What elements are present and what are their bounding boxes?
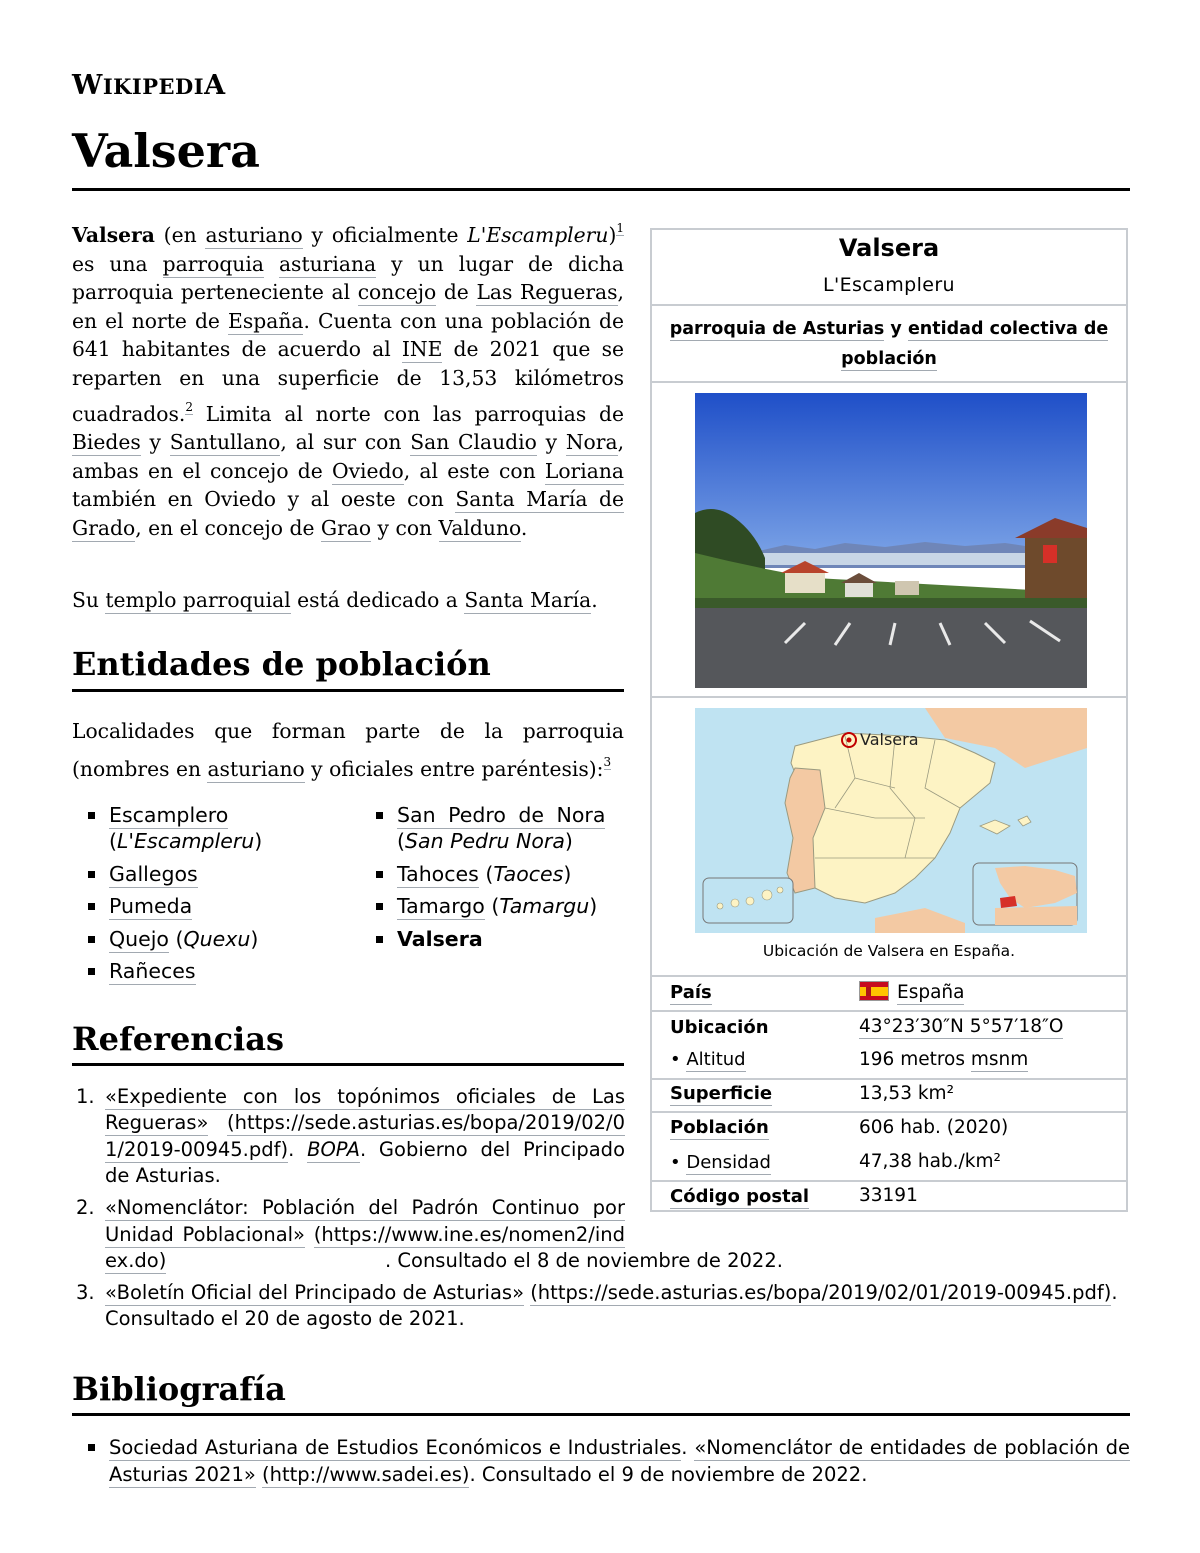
list-item (72, 893, 312, 919)
locality-link[interactable]: Pumeda (109, 894, 193, 918)
link-poblacion[interactable]: Población (670, 1117, 769, 1138)
infobox-divider (652, 1180, 1126, 1182)
bibliography-list (72, 1434, 1130, 1488)
section-rule (72, 1063, 624, 1066)
infobox-divider (652, 1111, 1126, 1113)
locality-link[interactable]: Gallegos (109, 861, 198, 886)
link-grao[interactable]: Grao (320, 515, 372, 540)
text: y un lugar de dicha parroquia perteneciente al (72, 251, 624, 305)
label-ubicacion: Ubicación (670, 1017, 769, 1038)
link-concejo[interactable]: concejo (357, 280, 437, 305)
text: , en el norte de (72, 280, 624, 333)
infobox-title: Valsera (838, 234, 940, 262)
infobox-divider (652, 304, 1126, 306)
locality-link[interactable]: San Pedro de Nora (397, 803, 606, 827)
reference-link[interactable]: «Boletín Oficial del Principado de Asturias» (105, 1280, 524, 1304)
link-espana[interactable]: España (228, 308, 304, 333)
label-densidad (670, 1152, 771, 1173)
coordinates-link[interactable]: 43°23′30″N 5°57′18″O (859, 1016, 1064, 1037)
ref-1-link[interactable]: 1 (616, 221, 624, 235)
text: también en Oviedo y al oeste con (72, 487, 456, 512)
section-heading-entidades: Entidades de población (72, 645, 491, 683)
value-altitud (859, 1049, 1028, 1070)
link-asturiano[interactable]: asturiano (207, 757, 305, 781)
map-caption: Ubicación de Valsera en España. (762, 942, 1016, 960)
logo-letter: A (204, 70, 226, 101)
link-superficie[interactable]: Superficie (670, 1083, 773, 1104)
intro-paragraph (72, 214, 624, 543)
text: y oficialmente (302, 223, 468, 247)
text (264, 252, 279, 276)
locality-official: Quexu (183, 926, 251, 951)
text: y (536, 430, 566, 455)
list-item: Tamargo (Tamargu) (360, 893, 625, 919)
text: . Consultado el 20 de agosto de 2021. (105, 1280, 1118, 1331)
locality-official: Tamargu (499, 894, 590, 918)
link-pais[interactable]: País (670, 982, 712, 1003)
infobox-divider (652, 1010, 1126, 1012)
locality-official: San Pedru Nora (405, 829, 565, 853)
text: . (591, 588, 598, 612)
value-densidad: 47,38 hab./km² (859, 1151, 1001, 1172)
link-asturiana[interactable]: asturiana (278, 251, 377, 276)
locality-link[interactable]: Rañeces (109, 959, 196, 983)
link-oviedo[interactable]: Oviedo (331, 458, 404, 483)
text: ) (608, 223, 617, 247)
entidades-paragraph (72, 716, 624, 785)
link-valduno[interactable]: Valduno (438, 515, 521, 540)
title-rule (72, 188, 1130, 191)
section-heading-bibliografia: Bibliografía (72, 1370, 286, 1408)
link-entidad-colectiva[interactable]: entidad colectiva de población (841, 319, 1109, 369)
list-item (72, 958, 312, 984)
infobox-divider (652, 381, 1126, 383)
text: . Consultado el 8 de noviembre de 2022. (385, 1248, 783, 1272)
page-title: Valsera (72, 124, 260, 178)
text: (en (154, 223, 206, 247)
wikipedia-logo[interactable] (72, 70, 226, 101)
locality-link[interactable]: Tamargo (397, 894, 485, 918)
infobox-divider (652, 975, 1126, 977)
section-heading-referencias: Referencias (72, 1020, 284, 1058)
bibliography-author-link[interactable]: Sociedad Asturiana de Estudios Económicos e Industriales (109, 1436, 682, 1459)
infobox-native-name: L'Escampleru (823, 274, 955, 296)
value-ubicacion (859, 1016, 1063, 1037)
value-poblacion: 606 hab. (2020) (859, 1117, 1009, 1138)
text: y (140, 430, 170, 455)
link-ine[interactable]: INE (401, 337, 443, 362)
text: , al sur con (280, 430, 411, 455)
section-rule (72, 689, 624, 692)
text: . (681, 1436, 695, 1459)
text: . Cuenta con una población de 641 habitantes de acuerdo al (72, 308, 624, 362)
link-las-regueras[interactable]: Las Regueras (476, 280, 618, 305)
text: , al este con (403, 458, 545, 483)
reference-item (72, 1195, 783, 1274)
link-msnm[interactable]: msnm (970, 1049, 1029, 1070)
text: , en el concejo de (135, 515, 321, 540)
text: Localidades que forman parte de la parroquia (nombres en (72, 719, 624, 781)
locality-link[interactable]: Tahoces (397, 861, 479, 886)
link-densidad[interactable]: Densidad (686, 1152, 771, 1173)
bibliography-url[interactable]: (http://www.sadei.es) (262, 1463, 470, 1486)
ref-2-link[interactable]: 2 (185, 399, 193, 414)
reference-url[interactable]: (https://sede.asturias.es/bopa/2019/02/01/2019-00945.pdf) (530, 1280, 1112, 1304)
locality-official: Taoces (493, 861, 564, 886)
infobox-divider (652, 1078, 1126, 1080)
localities-list-right (360, 802, 625, 958)
reference-number: 2. (76, 1196, 95, 1220)
value-pais (859, 981, 964, 1003)
link-altitud[interactable]: Altitud (686, 1049, 746, 1070)
link-parroquia-de-asturias[interactable]: parroquia de Asturias (669, 319, 885, 339)
reference-url[interactable]: (https://www.ine.es/nomen2/index.do) (105, 1222, 626, 1272)
bibliography-title-link[interactable]: «Nomenclátor de entidades de población de Asturias 2021» (109, 1436, 1130, 1486)
list-item (72, 861, 312, 887)
reference-item (72, 1280, 1130, 1333)
text: y (884, 319, 908, 339)
list-item: San Pedro de Nora (San Pedru Nora) (360, 802, 625, 854)
link-biedes[interactable]: Biedes (72, 430, 141, 455)
locality-current: Valsera (397, 926, 483, 951)
location-map[interactable] (695, 708, 1087, 933)
locality-link[interactable]: Quejo (109, 926, 169, 951)
link-loriana[interactable]: Loriana (544, 458, 624, 483)
locality-official: L'Escampleru (117, 829, 255, 853)
official-name: L'Escampleru (467, 223, 609, 247)
link-codigo-postal[interactable]: Código postal (670, 1186, 810, 1207)
reference-url[interactable]: (https://sede.asturias.es/bopa/2019/02/01/2019-00945.pdf) (105, 1111, 625, 1161)
text: . Gobierno del Principado de Asturias. (105, 1137, 625, 1188)
text: de 2021 que se reparten en una superficie de 13,53 kilómetros cuadrados. (72, 337, 624, 426)
infobox (650, 228, 1128, 1212)
valsera-photo[interactable] (695, 393, 1087, 688)
label-superficie (670, 1083, 772, 1104)
link-san-claudio[interactable]: San Claudio (410, 430, 537, 455)
reference-link[interactable]: «Expediente con los topónimos oficiales de Las Regueras» (105, 1085, 625, 1135)
text: 196 metros (859, 1049, 971, 1070)
infobox-type (662, 314, 1116, 374)
text: está dedicado a (290, 588, 465, 612)
label-poblacion (670, 1117, 769, 1138)
link-templo-parroquial[interactable]: templo parroquial (105, 588, 291, 612)
text: Limita al norte con las parroquias de (192, 401, 624, 426)
logo-smallcaps: IKIPEDI (102, 74, 205, 99)
bibliography-item (72, 1434, 1130, 1488)
link-nora[interactable]: Nora (565, 430, 618, 455)
bullet: • (670, 1152, 687, 1173)
text: . (520, 515, 528, 540)
list-item: Escamplero (L'Escampleru) (72, 802, 312, 854)
link-santullano[interactable]: Santullano (169, 430, 281, 455)
text: de (436, 280, 477, 305)
text: . Consultado el 9 de noviembre de 2022. (469, 1463, 868, 1486)
text: , ambas en el concejo de (72, 430, 625, 483)
reference-publisher-link[interactable]: BOPA (307, 1137, 360, 1161)
text: y con (371, 515, 439, 540)
list-item: Quejo (Quexu) (72, 926, 312, 952)
link-santa-maria-de-grado[interactable]: Santa María de Grado (72, 487, 624, 540)
section-rule (72, 1413, 1130, 1416)
label-codigo-postal (670, 1186, 809, 1207)
bullet: • (670, 1049, 687, 1070)
label-altitud (670, 1049, 746, 1070)
spain-flag-icon (859, 981, 889, 1001)
text: es una (72, 251, 163, 276)
value-superficie: 13,53 km² (859, 1083, 954, 1104)
infobox-divider (652, 696, 1126, 698)
reference-number: 1. (76, 1085, 95, 1108)
localities-list-left (72, 802, 312, 991)
reference-number: 3. (76, 1280, 95, 1304)
list-item: Tahoces (Taoces) (360, 861, 625, 887)
value-codigo-postal: 33191 (859, 1185, 918, 1206)
reference-link[interactable]: «Nomenclátor: Población del Padrón Continuo por Unidad Poblacional» (105, 1196, 625, 1246)
link-santa-maria[interactable]: Santa María (464, 588, 592, 612)
map-marker-label: Valsera (860, 730, 919, 749)
text: Su (72, 588, 106, 612)
intro-bold-name: Valsera (72, 223, 155, 247)
text: y oficiales entre paréntesis): (304, 757, 604, 781)
label-pais (670, 982, 712, 1003)
list-item (360, 926, 625, 952)
ref-3-link[interactable]: 3 (603, 755, 612, 769)
link-parroquia[interactable]: parroquia (162, 251, 264, 276)
temple-paragraph (72, 586, 624, 615)
link-asturiano[interactable]: asturiano (205, 223, 303, 247)
locality-link[interactable]: Escamplero (109, 803, 229, 827)
link-espana[interactable]: España (897, 982, 965, 1003)
logo-letter: W (72, 70, 103, 101)
reference-item (72, 1084, 625, 1190)
text: . (288, 1137, 308, 1161)
